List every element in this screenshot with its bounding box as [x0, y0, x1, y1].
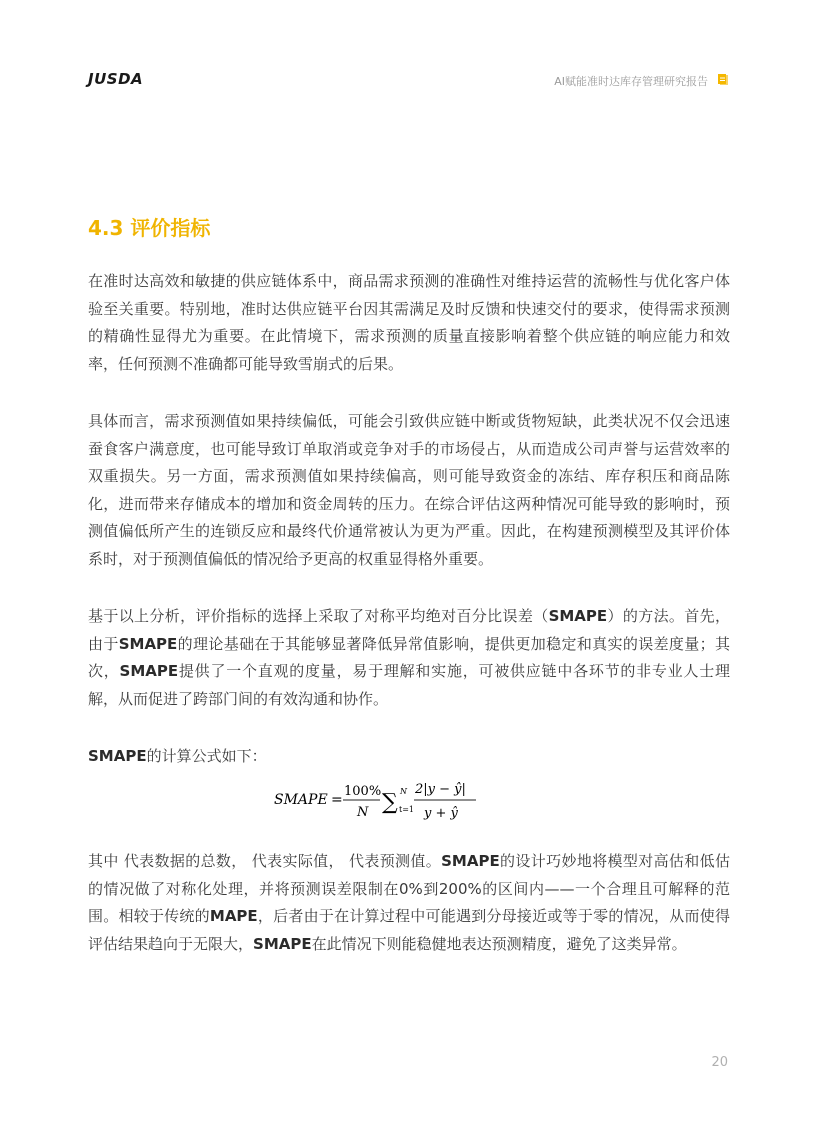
sum-sign: ∑: [382, 790, 398, 815]
paragraph-impact: 具体而言，需求预测值如果持续偏低，可能会引致供应链中断或货物短缺，此类状况不仅会迅速蚕食客户满意度，也可能导致订单取消或竞争对手的市场侵占，从而造成公司声誉与运营效率的双重损失。另一方面，需求预测值如果持续偏高，则可能导致资金的冻结、库存积压和商品陈化，进而带来存储成本的增加和资金周转的压力。在综合评估这两种情况可能导致的影响时，预测值偏低所产生的连锁反应和最终代价通常被认为更为严重。因此，在构建预测模型及其评价体系时，对于预测值偏低的情况给予更高的权重显得格外重要。: [88, 412, 730, 568]
formula-numerator: 100%: [344, 784, 382, 799]
formula-lhs: SMAPE: [274, 792, 328, 808]
sum-upper: N: [400, 787, 407, 796]
smape-formula: [274, 778, 484, 828]
page-number: 20: [711, 1055, 728, 1070]
jusda-logo: JUSDA: [88, 70, 144, 88]
frac-denominator: y + ŷ: [424, 806, 458, 821]
formula-equals: =: [331, 792, 343, 808]
formula-denominator: N: [357, 805, 369, 820]
paragraph-intro: 在准时达高效和敏捷的供应链体系中，商品需求预测的准确性对维持运营的流畅性与优化客户体验至关重要。特别地，准时达供应链平台因其需满足及时反馈和快速交付的要求，使得需求预测的精确性显得尤为重要。在此情境下，需求预测的质量直接影响着整个供应链的响应能力和效率，任何预测不准确都可能导致雪崩式的后果。: [88, 272, 730, 373]
frac-numerator: 2|y − ŷ|: [415, 782, 466, 797]
document-icon: [718, 74, 728, 85]
paragraph-formula-intro: SMAPE的计算公式如下：: [88, 747, 267, 765]
report-title: AI赋能准时达库存管理研究报告: [554, 75, 708, 88]
section-title: 4.3 评价指标: [88, 216, 211, 240]
sum-lower: t=1: [399, 805, 415, 814]
paragraph-smape-choice: 基于以上分析，评价指标的选择上采取了对称平均绝对百分比误差（SMAPE）的方法。首先，由于SMAPE的理论基础在于其能够显著降低异常值影响，提供更加稳定和真实的误差度量；其次，SMAPE提供了一个直观的度量，易于理解和实施，可被供应链中各环节的非专业人士理解，从而促进了跨部门间的有效沟通和协作。: [88, 607, 730, 708]
paragraph-smape-explanation: 其中 代表数据的总数， 代表实际值， 代表预测值。SMAPE的设计巧妙地将模型对高估和低估的情况做了对称化处理，并将预测误差限制在0%到200%的区间内——一个合理且可解释的范围。相较于传统的MAPE，后者由于在计算过程中可能遇到分母接近或等于零的情况，从而使得评估结果趋向于无限大，SMAPE在此情况下则能稳健地表达预测精度，避免了这类异常。: [88, 852, 730, 953]
